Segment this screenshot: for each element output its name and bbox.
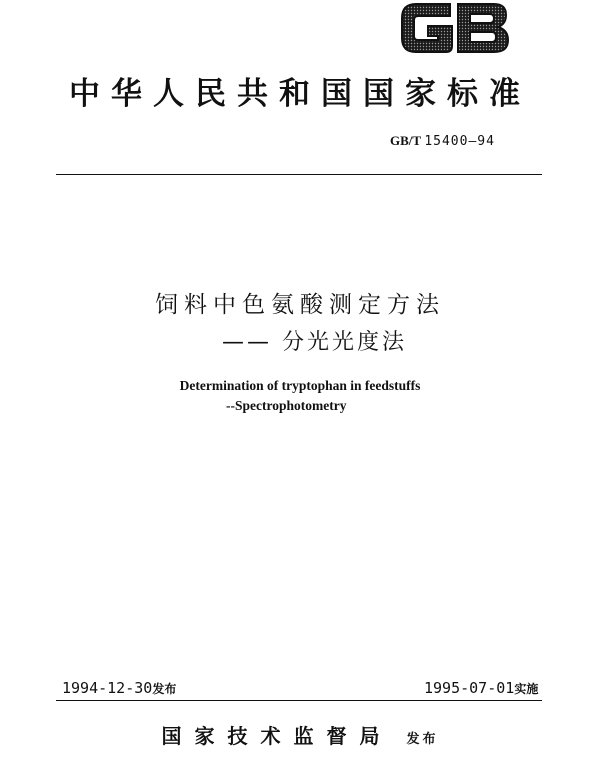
standard-num: 15400—94 <box>424 134 495 149</box>
title-en: Determination of tryptophan in feedstuffs <box>179 378 421 393</box>
implementation-date-label: 实施 <box>514 682 539 696</box>
title-cn: 饲料中色氨酸测定方法 <box>155 292 445 318</box>
issuer-line <box>0 720 600 749</box>
implementation-date-value: 1995-07-01 <box>424 679 515 697</box>
implementation-date <box>424 679 538 697</box>
issuer-action: 发布 <box>406 732 439 747</box>
standard-code: GB/T <box>390 133 422 148</box>
issue-date <box>62 679 176 697</box>
subtitle-cn: —— 分光光度法 <box>222 330 407 355</box>
bottom-rule <box>56 700 542 701</box>
issue-date-label: 发布 <box>152 682 177 696</box>
issuer-org: 国家技术监督局 <box>161 724 393 748</box>
top-rule <box>56 174 542 175</box>
gb-logo <box>398 0 510 56</box>
issue-date-value: 1994-12-30 <box>62 679 153 697</box>
subtitle-en: --Spectrophotometry <box>226 398 347 413</box>
standard-number <box>390 133 495 149</box>
org-title: 中华人民共和国国家标准 <box>69 76 531 112</box>
